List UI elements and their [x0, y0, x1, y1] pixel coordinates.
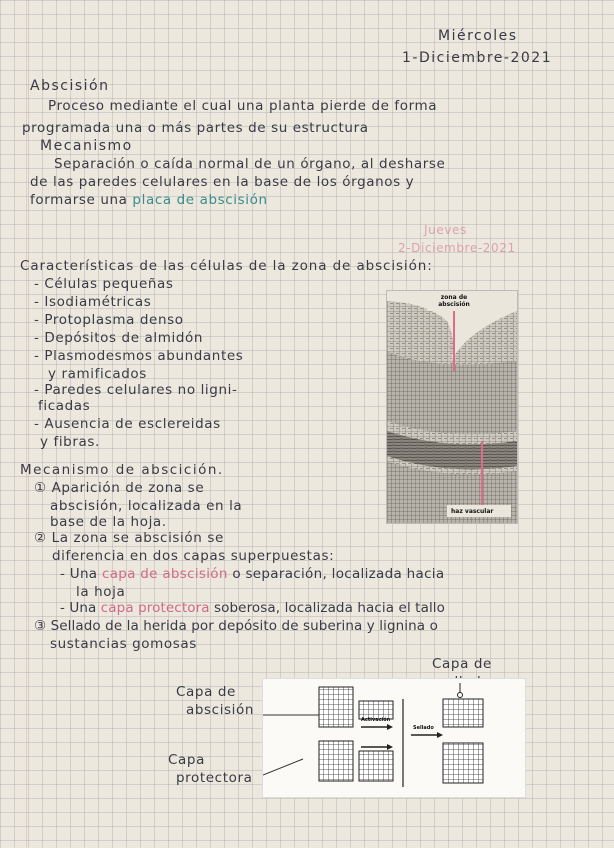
- step3-line-2: sustancias gomosas: [50, 636, 197, 652]
- heading-mecanismo: Mecanismo: [40, 138, 133, 154]
- label-capa-protectora-2: protectora: [176, 770, 253, 786]
- date-weekday: Miércoles: [438, 28, 518, 44]
- mechanism-line-3: [30, 192, 268, 208]
- date2-weekday: Jueves: [424, 223, 467, 237]
- definition-line-1: Proceso mediante el cual una planta pierde de forma: [48, 98, 438, 114]
- heading-mecanismo-abscicion: Mecanismo de abscición.: [20, 462, 224, 478]
- step2-line-2: diferencia en dos capas superpuestas:: [52, 548, 335, 564]
- capa-abscision-highlight: capa de abscisión: [101, 566, 228, 582]
- sub2-line: [60, 600, 445, 616]
- definition-line-2: programada una o más partes de su estructura: [22, 120, 369, 136]
- sub1-suffix: o separación, localizada hacia: [232, 566, 445, 582]
- date-text: 1-Diciembre-2021: [402, 50, 553, 66]
- mechanism-line-3-prefix: formarse una: [30, 192, 128, 208]
- step1-line-3: base de la hoja.: [50, 514, 167, 530]
- step1-line-1: ① Aparición de zona se: [34, 480, 205, 496]
- mechanism-line-2: de las paredes celulares en la base de los órganos y: [30, 174, 415, 190]
- sub2-prefix: - Una: [60, 600, 97, 616]
- char-item: - Ausencia de esclereidas: [34, 416, 221, 432]
- mechanism-line-1: Separación o caída normal de un órgano, al desharse: [54, 156, 446, 172]
- label-capa-abscision-1: Capa de: [176, 684, 236, 700]
- date2-date: 2-Diciembre-2021: [398, 241, 516, 255]
- char-item: - Células pequeñas: [34, 276, 174, 292]
- label-sellado: Sellado: [413, 725, 434, 731]
- sub1-cont: la hoja: [76, 584, 126, 600]
- abscission-zone-micrograph: [386, 290, 518, 524]
- abscission-sequence-diagram: [262, 678, 526, 798]
- char-item: - Paredes celulares no ligni-: [34, 382, 238, 398]
- sub1-prefix: - Una: [60, 566, 98, 582]
- placa-abscision-highlight: placa de abscisión: [132, 192, 268, 208]
- char-item: - Depósitos de almidón: [34, 330, 204, 346]
- char-item: ficadas: [38, 398, 91, 414]
- label-capa-abscision-2: abscisión: [186, 702, 255, 718]
- char-item: - Protoplasma denso: [34, 312, 184, 328]
- step2-line-1: ② La zona se abscisión se: [34, 530, 224, 546]
- label-capa-sellado-1: Capa de: [432, 656, 492, 672]
- label-activacion: Activación: [361, 717, 391, 723]
- char-item: y ramificados: [48, 366, 147, 382]
- label-haz-vascular: haz vascular: [451, 508, 494, 515]
- heading-caracteristicas: Características de las células de la zona de abscisión:: [20, 258, 433, 274]
- char-item: y fibras.: [40, 434, 100, 450]
- sub1-line: [60, 566, 444, 582]
- label-capa-protectora-1: Capa: [168, 752, 205, 768]
- capa-protectora-highlight: capa protectora: [100, 600, 210, 616]
- step1-line-2: abscisión, localizada en la: [50, 498, 243, 514]
- char-item: - Isodiamétricas: [34, 294, 152, 310]
- char-item: - Plasmodesmos abundantes: [34, 348, 244, 364]
- sub2-suffix: soberosa, localizada hacia el tallo: [214, 600, 446, 616]
- step3-line-1: ③ Sellado de la herida por depósito de suberina y lignina o: [34, 618, 438, 634]
- label-zona-abscision: zona de abscisión: [438, 294, 470, 308]
- heading-abscision: Abscisión: [30, 78, 110, 94]
